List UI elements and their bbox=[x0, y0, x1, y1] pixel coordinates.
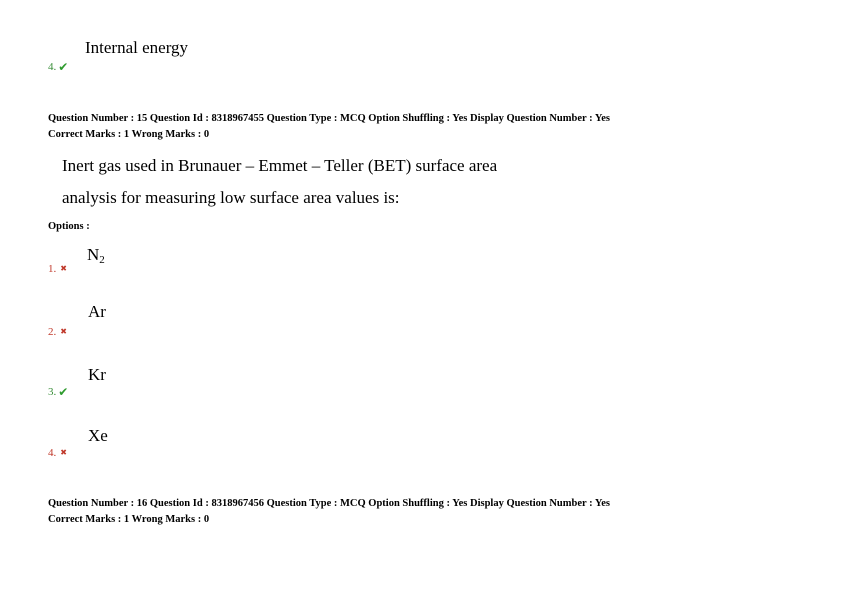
cross-icon: ✖ bbox=[60, 327, 67, 336]
next-question-meta-line-1: Question Number : 16 Question Id : 8318967456 Question Type : MCQ Option Shuffling : Yes Display Question Number : Yes bbox=[48, 498, 611, 509]
prev-option-4-text: Internal energy bbox=[85, 38, 189, 57]
option-1-number bbox=[48, 263, 67, 275]
option-number-label: 4. bbox=[48, 61, 57, 73]
option-number-label: 3. bbox=[48, 386, 57, 398]
next-question-meta-line-2: Correct Marks : 1 Wrong Marks : 0 bbox=[48, 514, 210, 525]
option-1-subscript: 2 bbox=[99, 254, 105, 266]
options-label: Options : bbox=[48, 221, 90, 232]
option-4-text: Xe bbox=[88, 426, 108, 445]
option-4-number bbox=[48, 447, 67, 459]
option-1-text bbox=[87, 245, 105, 266]
option-2-text: Ar bbox=[88, 302, 106, 321]
option-3-number bbox=[48, 386, 68, 398]
option-number-label: 2. bbox=[48, 326, 57, 338]
question-text-line-2: analysis for measuring low surface area values is: bbox=[62, 188, 400, 207]
option-2-number bbox=[48, 326, 67, 338]
option-3-text: Kr bbox=[88, 365, 106, 384]
question-meta-line-1: Question Number : 15 Question Id : 8318967455 Question Type : MCQ Option Shuffling : Yes Display Question Number : Yes bbox=[48, 113, 611, 124]
check-icon: ✔ bbox=[58, 385, 69, 399]
option-number-label: 4. bbox=[48, 447, 57, 459]
check-icon: ✔ bbox=[58, 60, 69, 74]
question-meta-line-2: Correct Marks : 1 Wrong Marks : 0 bbox=[48, 129, 210, 140]
prev-option-4-number bbox=[48, 61, 68, 73]
question-text-line-1: Inert gas used in Brunauer – Emmet – Teller (BET) surface area bbox=[62, 156, 498, 175]
cross-icon: ✖ bbox=[60, 264, 67, 273]
cross-icon: ✖ bbox=[60, 448, 67, 457]
option-1-main: N bbox=[87, 245, 100, 264]
option-number-label: 1. bbox=[48, 263, 57, 275]
